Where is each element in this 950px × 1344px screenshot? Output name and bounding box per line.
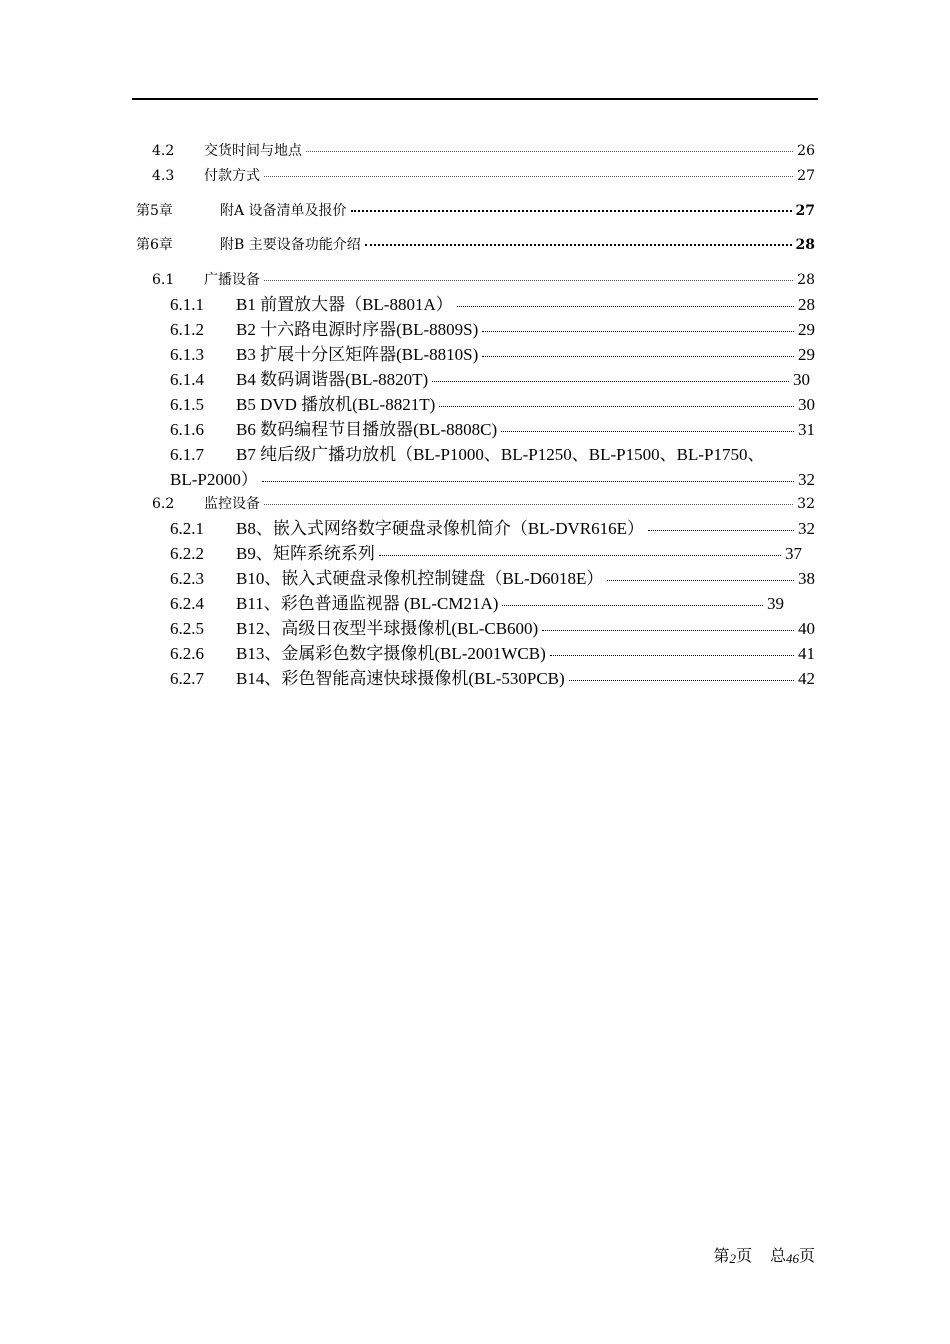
dot-leader [432,381,789,382]
dot-leader [482,356,794,357]
toc-entry-number: 6.2.7 [170,669,204,688]
toc-entry-title: 交货时间与地点 [204,143,302,159]
toc-entry-6-1-7[interactable] [170,440,815,465]
toc-entry-6-2-4[interactable] [170,589,784,614]
dot-leader [550,655,794,656]
toc-entry-page: 37 [785,544,802,563]
dot-leader [306,151,793,152]
dot-leader [502,605,763,606]
toc-entry-page: 39 [767,594,784,613]
toc-chapter-5[interactable] [136,200,815,220]
toc-entry-number: 6.1.4 [170,370,204,389]
footer-page-prefix: 第 [713,1248,730,1265]
toc-entry-page: 28 [798,295,815,314]
toc-entry-title: B6 数码编程节目播放器(BL-8808C) [236,420,498,439]
toc-entry-page: 32 [798,470,815,489]
toc-chapter-title: 附B 主要设备功能介绍 [220,237,361,253]
toc-entry-title: B2 十六路电源时序器(BL-8809S) [236,320,479,339]
toc-entry-title: B4 数码调谐器(BL-8820T) [236,370,429,389]
dot-leader [264,504,793,505]
toc-entry-title: B13、金属彩色数字摄像机(BL-2001WCB) [236,644,546,663]
toc-entry-number: 6.1.6 [170,420,204,439]
toc-entry-6-2-1[interactable] [170,514,815,539]
toc-entry-title-continued: BL-P2000） [170,470,258,489]
page-footer [713,1243,815,1266]
toc-entry-6-1-4[interactable] [170,365,810,390]
toc-entry-6-1-6[interactable] [170,415,815,440]
toc-entry-title: B1 前置放大器（BL-8801A） [236,295,453,314]
footer-page-number: 2 [729,1251,736,1266]
toc-entry-number: 6.1.2 [170,320,204,339]
toc-entry-number: 6.1.3 [170,345,204,364]
toc-entry-6-2-6[interactable] [170,639,815,664]
toc-entry-number: 6.1 [152,272,175,288]
toc-entry-6-2-2[interactable] [170,539,802,564]
toc-entry-page: 32 [797,496,815,512]
toc-entry-number: 6.1.1 [170,295,204,314]
dot-leader [264,280,793,281]
toc-entry-page: 38 [798,569,815,588]
toc-entry-title: B5 DVD 播放机(BL-8821T) [236,395,436,414]
toc-entry-number: 6.2.5 [170,619,204,638]
toc-entry-number: 6.2.2 [170,544,204,563]
toc-entry-number: 6.2.3 [170,569,204,588]
toc-entry-page: 30 [793,370,810,389]
dot-leader [439,406,794,407]
toc-entry-page: 29 [798,320,815,339]
toc-entry-number: 6.2.6 [170,644,204,663]
toc-entry-6-1[interactable] [152,269,815,289]
toc-chapter-title: 附A 设备清单及报价 [220,203,347,219]
toc-entry-6-1-7-continued[interactable] [170,465,815,490]
toc-entry-6-1-5[interactable] [170,390,815,415]
footer-total-pages: 46 [785,1251,799,1266]
dot-leader [262,481,794,482]
toc-entry-6-2-7[interactable] [170,664,815,689]
toc-entry-6-2-3[interactable] [170,564,815,589]
toc-entry-number: 4.2 [152,143,175,159]
toc-entry-4-3[interactable] [152,165,815,185]
toc-entry-6-1-3[interactable] [170,340,815,365]
toc-entry-title: B11、彩色普通监视器 (BL-CM21A) [236,594,499,613]
toc-chapter-number: 第5章 [136,203,173,219]
toc-entry-page: 41 [798,644,815,663]
dot-leader [648,530,794,531]
toc-entry-page: 26 [797,143,815,159]
dot-leader [457,306,794,307]
toc-entry-number: 6.2.1 [170,519,204,538]
dot-leader [365,244,792,246]
toc-entry-title: B12、高级日夜型半球摄像机(BL-CB600) [236,619,539,638]
footer-page-suffix: 页 [735,1248,752,1265]
toc-chapter-6[interactable] [136,234,815,254]
dot-leader [607,580,794,581]
dot-leader [379,555,781,556]
dot-leader [542,630,794,631]
toc-entry-number: 6.2.4 [170,594,204,613]
toc-entry-page: 42 [798,669,815,688]
footer-total-suffix: 页 [798,1248,815,1265]
toc-entry-title: B10、嵌入式硬盘录像机控制键盘（BL-D6018E） [236,569,604,588]
toc-entry-page: 29 [798,345,815,364]
toc-entry-number: 6.2 [152,496,175,512]
toc-entry-page: 40 [798,619,815,638]
toc-entry-number: 6.1.5 [170,395,204,414]
toc-entry-title: B3 扩展十分区矩阵器(BL-8810S) [236,345,479,364]
dot-leader [351,210,792,212]
toc-entry-page: 31 [798,420,815,439]
footer-total-prefix: 总 [769,1248,786,1265]
toc-entry-title: B8、嵌入式网络数字硬盘录像机简介（BL-DVR616E） [236,519,644,538]
toc-entry-6-2-5[interactable] [170,614,815,639]
toc-entry-page: 30 [798,395,815,414]
toc-entry-6-2[interactable] [152,493,815,513]
dot-leader [569,680,794,681]
dot-leader [501,431,794,432]
toc-entry-title: 监控设备 [204,496,260,512]
toc-entry-6-1-1[interactable] [170,290,815,315]
toc-entry-4-2[interactable] [152,140,815,160]
toc-entry-title: 付款方式 [204,168,260,184]
toc-entry-page: 28 [797,272,815,288]
dot-leader [264,176,793,177]
toc-chapter-page: 27 [795,203,815,219]
toc-entry-number: 4.3 [152,168,175,184]
toc-entry-number: 6.1.7 [170,445,204,464]
toc-chapter-number: 第6章 [136,237,173,253]
toc-entry-page: 27 [797,168,815,184]
toc-entry-title: B7 纯后级广播功放机（BL-P1000、BL-P1250、BL-P1500、BL-P1750、 [236,445,765,464]
toc-chapter-page: 28 [795,237,815,253]
toc-entry-title: 广播设备 [204,272,260,288]
toc-entry-title: B9、矩阵系统系列 [236,544,375,563]
dot-leader [482,331,794,332]
toc-entry-title: B14、彩色智能高速快球摄像机(BL-530PCB) [236,669,565,688]
toc-entry-page: 32 [798,519,815,538]
toc-entry-6-1-2[interactable] [170,315,815,340]
